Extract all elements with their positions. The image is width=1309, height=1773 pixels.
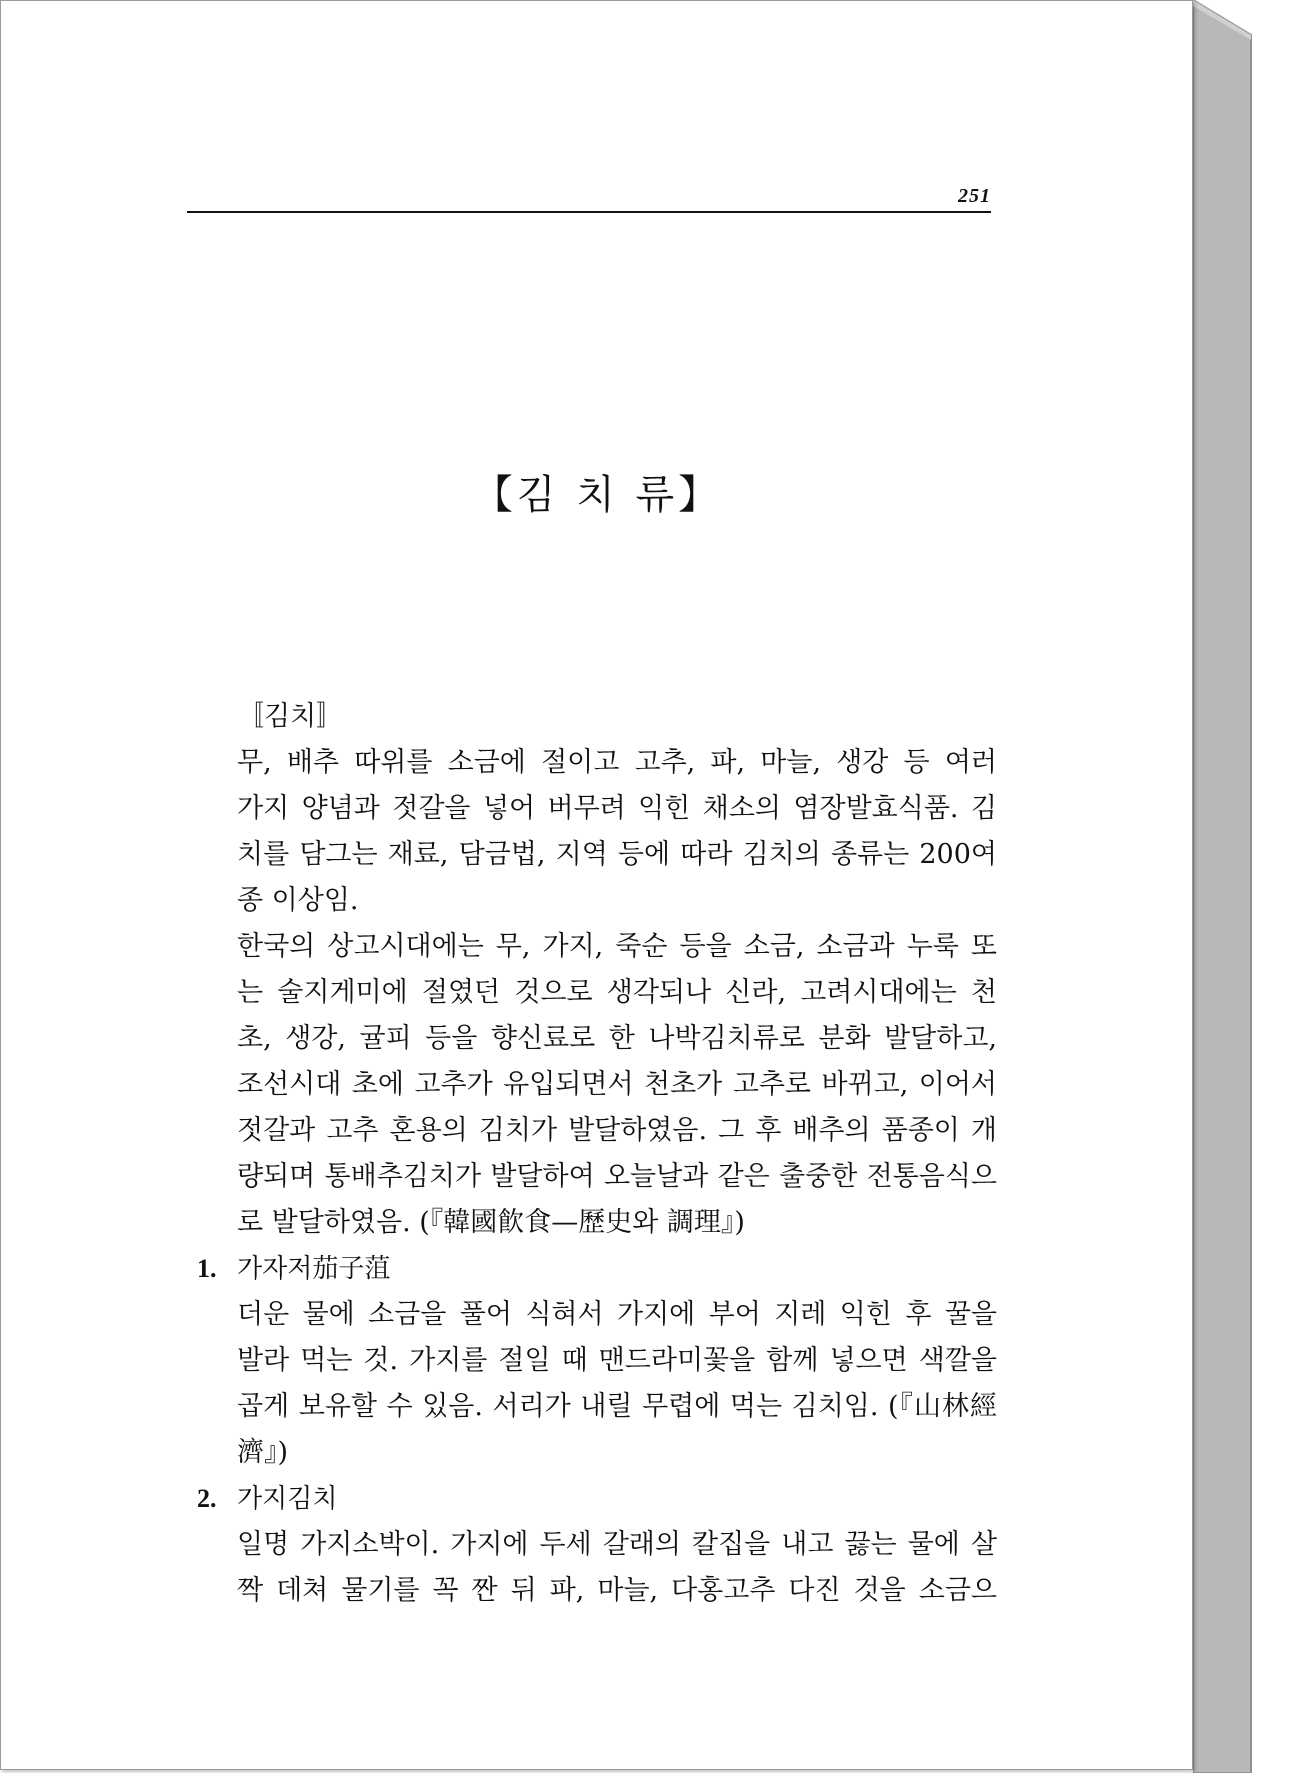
- item-line: 발라 먹는 것. 가지를 절일 때 맨드라미꽃을 함께 넣으면 색깔을: [237, 1345, 997, 1376]
- entry-line: 치를 담그는 재료, 담금법, 지역 등에 따라 김치의 종류는 200여: [237, 839, 997, 870]
- book-edge: [1193, 0, 1253, 1773]
- entry-line: 초, 생강, 귤피 등을 향신료로 한 나박김치류로 분화 발달하고,: [237, 1023, 997, 1054]
- item-line: 더운 물에 소금을 풀어 식혀서 가지에 부어 지레 익힌 후 꿀을: [237, 1299, 997, 1330]
- entry-line: 로 발달하였음. (『韓國飮食—歷史와 調理』): [237, 1207, 745, 1238]
- entry-line: 젓갈과 고추 혼용의 김치가 발달하였음. 그 후 배추의 품종이 개: [237, 1115, 997, 1146]
- item-line: 濟』): [237, 1437, 289, 1468]
- header-rule: [187, 211, 991, 213]
- entry-line: 무, 배추 따위를 소금에 절이고 고추, 파, 마늘, 생강 등 여러: [237, 747, 997, 778]
- item-heading-1: [197, 1251, 390, 1287]
- item-title: 가자저茄子菹: [237, 1254, 391, 1284]
- item-line: 일명 가지소박이. 가지에 두세 갈래의 칼집을 내고 끓는 물에 살: [237, 1529, 997, 1560]
- item-title: 가지김치: [237, 1484, 338, 1514]
- entry-line: 종 이상임.: [237, 885, 359, 916]
- item-heading-2: [197, 1481, 337, 1517]
- page-number: 251: [958, 185, 991, 207]
- item-number: 2.: [197, 1484, 217, 1513]
- item-line: 곱게 보유할 수 있음. 서리가 내릴 무렵에 먹는 김치임. (『山林經: [237, 1391, 997, 1422]
- entry-line: 가지 양념과 젓갈을 넣어 버무려 익힌 채소의 염장발효식품. 김: [237, 793, 997, 824]
- entry-line: 한국의 상고시대에는 무, 가지, 죽순 등을 소금, 소금과 누룩 또: [237, 931, 997, 962]
- entry-line: 조선시대 초에 고추가 유입되면서 천초가 고추로 바뀌고, 이어서: [237, 1069, 997, 1100]
- entry-line: 량되며 통배추김치가 발달하여 오늘날과 같은 출중한 전통음식으: [237, 1161, 997, 1192]
- section-title: 【김 치 류】: [472, 472, 723, 518]
- entry-line: 는 술지게미에 절였던 것으로 생각되나 신라, 고려시대에는 천: [237, 977, 997, 1008]
- item-line: 짝 데쳐 물기를 꼭 짠 뒤 파, 마늘, 다홍고추 다진 것을 소금으: [237, 1575, 997, 1606]
- entry-heading: 〚김치〛: [237, 701, 344, 732]
- item-number: 1.: [197, 1254, 217, 1283]
